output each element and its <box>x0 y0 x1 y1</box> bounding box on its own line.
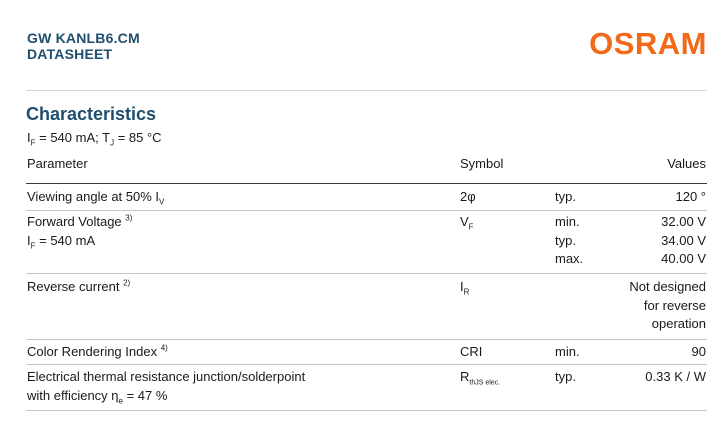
product-name: GW KANLB6.CM <box>27 30 140 46</box>
param-condition-subscript: F <box>30 241 36 251</box>
row-divider <box>26 210 707 211</box>
value-typ: 34.00 V <box>661 232 706 248</box>
value-cell <box>629 278 706 334</box>
param-efficiency-label: with efficiency η <box>27 387 119 403</box>
param-label: Forward Voltage <box>27 214 126 229</box>
symbol-subscript: F <box>468 222 474 232</box>
symbol-text: V <box>460 214 469 229</box>
value-cell: 120 ° <box>675 189 706 204</box>
qualifier-cell: typ. <box>555 369 576 384</box>
header-divider <box>26 90 707 91</box>
param-label: Color Rendering Index <box>27 344 161 359</box>
symbol-cell <box>460 213 474 232</box>
footnote-ref: 4) <box>160 343 168 353</box>
value-cell: 90 <box>691 344 706 359</box>
table-row <box>26 368 707 410</box>
qualifier-cell: typ. <box>555 189 576 204</box>
table-row <box>26 343 707 365</box>
qualifier-typ: typ. <box>555 232 576 248</box>
symbol-text: I <box>460 279 464 294</box>
symbol-cell: CRI <box>460 344 483 359</box>
footnote-ref: 2) <box>123 278 131 288</box>
header-values: Values <box>667 156 706 171</box>
tj-symbol: T <box>102 130 111 145</box>
param-cell <box>27 278 130 297</box>
table-row <box>26 188 707 210</box>
section-title: Characteristics <box>26 104 157 124</box>
if-value: = 540 mA; <box>35 130 103 145</box>
qualifier-cell: min. <box>555 344 580 359</box>
param-cell <box>27 343 168 362</box>
value-cell: 0.33 K / W <box>645 369 706 384</box>
qualifier-min: min. <box>555 214 580 229</box>
param-label: Viewing angle at 50% <box>27 189 156 204</box>
param-symbol: I <box>155 189 160 204</box>
header-symbol: Symbol <box>460 156 504 171</box>
header-parameter: Parameter <box>27 156 88 171</box>
characteristics-table <box>26 155 707 411</box>
param-cell <box>27 188 164 207</box>
param-subscript: V <box>159 197 165 207</box>
table-row <box>26 278 707 338</box>
row-divider <box>26 410 707 411</box>
param-cell <box>27 368 305 405</box>
table-header-row <box>26 155 707 183</box>
value-line: for reverse <box>643 297 706 313</box>
document-type: DATASHEET <box>27 46 113 62</box>
symbol-text: R <box>460 369 470 384</box>
symbol-subscript: thJS elec. <box>469 379 501 387</box>
param-label: Reverse current <box>27 279 124 294</box>
footnote-ref: 3) <box>125 213 133 223</box>
value-cell <box>661 213 706 269</box>
param-cell <box>27 213 132 250</box>
table-row <box>26 213 707 273</box>
param-condition-symbol: I <box>27 232 31 248</box>
qualifier-cell <box>555 213 583 269</box>
param-condition-value: = 540 mA <box>35 232 96 248</box>
symbol-cell <box>460 278 469 297</box>
value-min: 32.00 V <box>661 214 706 229</box>
tj-subscript: J <box>110 138 115 148</box>
param-efficiency-value: = 47 % <box>122 387 168 403</box>
value-line: Not designed <box>629 279 706 294</box>
value-line: operation <box>651 316 706 331</box>
symbol-cell <box>460 368 500 387</box>
if-symbol: I <box>27 130 31 145</box>
qualifier-max: max. <box>555 251 584 266</box>
value-max: 40.00 V <box>661 251 706 266</box>
tj-value: = 85 °C <box>114 130 162 145</box>
symbol-cell: 2φ <box>460 189 476 204</box>
if-subscript: F <box>30 138 36 148</box>
symbol-subscript: R <box>463 287 470 297</box>
header-divider-rule <box>26 183 707 184</box>
test-conditions <box>27 130 162 148</box>
param-efficiency-subscript: e <box>118 396 123 406</box>
document-header <box>27 30 140 62</box>
param-label: Electrical thermal resistance junction/solderpoint <box>27 369 306 384</box>
osram-logo: OSRAM <box>589 26 707 61</box>
row-divider <box>26 339 707 340</box>
row-divider <box>26 273 707 274</box>
